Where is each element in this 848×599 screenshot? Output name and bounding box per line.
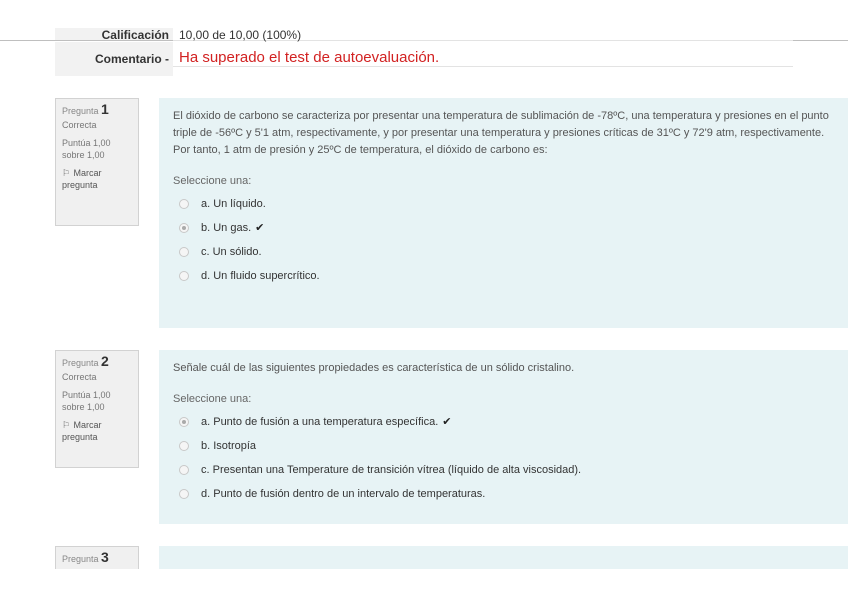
radio-button-selected[interactable] [179, 223, 189, 233]
answer-label[interactable]: b. Isotropía [201, 439, 257, 452]
answer-option[interactable] [173, 192, 835, 216]
answer-option[interactable] [173, 410, 835, 434]
flag-question-link[interactable] [62, 419, 132, 443]
radio-button[interactable] [179, 247, 189, 257]
correct-check-icon: ✔ [255, 221, 265, 234]
comment-label: Comentario - [55, 42, 173, 76]
question-info [55, 350, 139, 468]
comment-value: Ha superado el test de autoevaluación. [173, 42, 793, 67]
answer-label[interactable]: d. Punto de fusión dentro de un intervalo de temperaturas. [201, 487, 486, 500]
question-number-row [62, 551, 132, 565]
grade-row [55, 28, 793, 42]
answer-label[interactable]: c. Presentan una Temperature de transición vítrea (líquido de alta viscosidad). [201, 463, 582, 476]
question-label: Pregunta [62, 554, 99, 564]
grade-value: 10,00 de 10,00 (100%) [173, 28, 793, 41]
flag-question-link[interactable] [62, 167, 132, 191]
question-grade: Puntúa 1,00 sobre 1,00 [62, 138, 111, 160]
question-text: Señale cuál de las siguientes propiedades es característica de un sólido cristalino. [173, 362, 575, 374]
answer-prompt: Seleccione una: [173, 175, 252, 187]
answer-label[interactable]: c. Un sólido. [201, 245, 262, 258]
flag-label[interactable]: Marcar pregunta [62, 168, 102, 190]
answer-label[interactable]: d. Un fluido supercrítico. [201, 269, 320, 282]
question-number: 2 [101, 353, 109, 369]
question-content [159, 98, 848, 328]
answer-option[interactable] [173, 482, 835, 506]
question-grade: Puntúa 1,00 sobre 1,00 [62, 390, 111, 412]
answer-option[interactable] [173, 264, 835, 288]
flag-icon[interactable]: ⚐ [62, 420, 71, 430]
comment-row [55, 42, 793, 76]
question-text: El dióxido de carbono se caracteriza por presentar una temperatura de sublimación de -78ºC, una temperatura y presiones en el punto triple de -56ºC y 5'1 atm, respectivamente, y por presentar una temperatura y presiones críticas de 31ºC y 72'9 atm, respectivamente. Por tanto, 1 atm de presión y 25ºC de temperatura, el dióxido de carbono es: [173, 110, 829, 156]
grade-label: Calificación [55, 28, 173, 40]
answer-option[interactable] [173, 458, 835, 482]
question-number: 1 [101, 101, 109, 117]
answer-label[interactable]: b. Un gas. [201, 221, 252, 234]
radio-button-selected[interactable] [179, 417, 189, 427]
question-content [159, 350, 848, 524]
review-summary-table [55, 28, 793, 76]
flag-icon[interactable]: ⚐ [62, 168, 71, 178]
radio-button[interactable] [179, 489, 189, 499]
question-state: Correcta [62, 120, 97, 130]
question-number-row [62, 103, 132, 117]
question-info [55, 98, 139, 226]
question-label: Pregunta [62, 106, 99, 116]
question-number: 3 [101, 549, 109, 565]
answer-option[interactable] [173, 434, 835, 458]
radio-button[interactable] [179, 199, 189, 209]
answer-option[interactable] [173, 216, 835, 240]
correct-check-icon: ✔ [442, 415, 452, 428]
question-state: Correcta [62, 372, 97, 382]
radio-button[interactable] [179, 465, 189, 475]
radio-button[interactable] [179, 271, 189, 281]
question-label: Pregunta [62, 358, 99, 368]
answer-option[interactable] [173, 240, 835, 264]
answer-prompt: Seleccione una: [173, 393, 252, 405]
question-number-row [62, 355, 132, 369]
viewport-bottom-mask [0, 569, 848, 599]
answer-label[interactable]: a. Punto de fusión a una temperatura específica. [201, 415, 439, 428]
flag-label[interactable]: Marcar pregunta [62, 420, 102, 442]
answer-label[interactable]: a. Un líquido. [201, 197, 266, 210]
radio-button[interactable] [179, 441, 189, 451]
